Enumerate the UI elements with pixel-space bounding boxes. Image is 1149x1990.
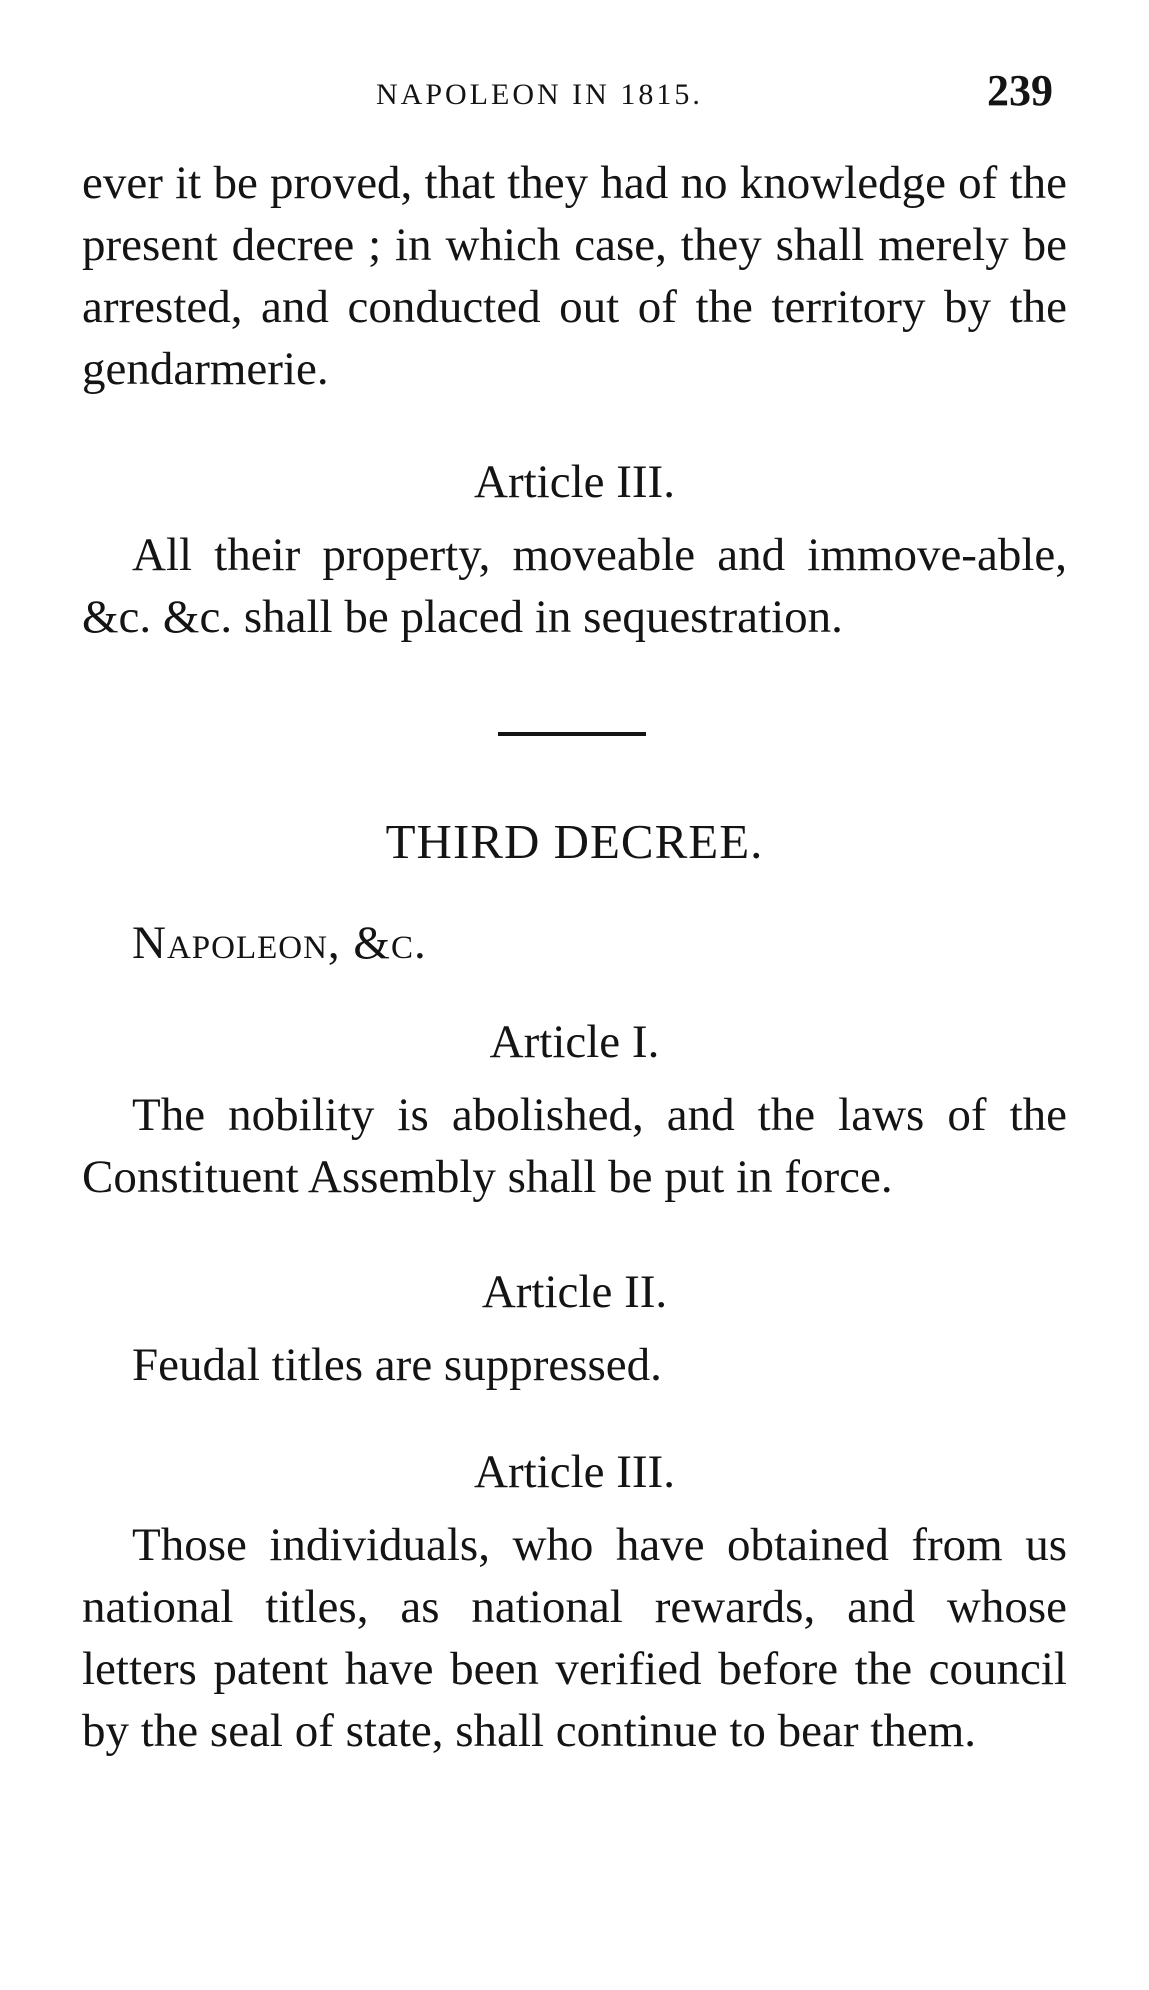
running-head [0, 66, 1149, 120]
third-decree-article-1-paragraph: The nobility is abolished, and the laws of the Constituent Assembly shall be put in force. [82, 1089, 1067, 1203]
article-3-heading: Article III. [474, 456, 675, 508]
third-decree-article-1-block [82, 1084, 1067, 1208]
third-decree-article-2-paragraph: Feudal titles are suppressed. [132, 1339, 662, 1391]
third-decree-article-2-block [82, 1334, 1067, 1396]
third-decree-title: THIRD DECREE. [385, 814, 764, 869]
third-decree-preamble-block [82, 912, 1067, 974]
running-title: NAPOLEON IN 1815. [376, 78, 703, 111]
article-3-paragraph: All their property, moveable and immove-able, &c. &c. shall be placed in sequestration. [82, 529, 1067, 643]
third-decree-article-1-heading: Article I. [489, 1016, 660, 1068]
third-decree-article-3-heading: Article III. [474, 1446, 675, 1498]
continuation-paragraph-block [82, 152, 1067, 400]
section-divider [498, 732, 646, 736]
article-3-paragraph-block [82, 524, 1067, 648]
third-decree-preamble: Napoleon, &c. [132, 917, 427, 969]
third-decree-article-3-block [82, 1514, 1067, 1762]
page-number: 239 [987, 66, 1053, 115]
third-decree-article-3-paragraph: Those individuals, who have obtained from us national titles, as national rewards, and whose letters patent have been verified before the council by the seal of state, shall continue to bear them. [82, 1519, 1067, 1757]
continuation-paragraph: ever it be proved, that they had no knowledge of the present decree ; in which case, they shall merely be arrested, and conducted out of the territory by the gendarmerie. [82, 157, 1067, 395]
third-decree-article-2-heading: Article II. [481, 1266, 668, 1318]
